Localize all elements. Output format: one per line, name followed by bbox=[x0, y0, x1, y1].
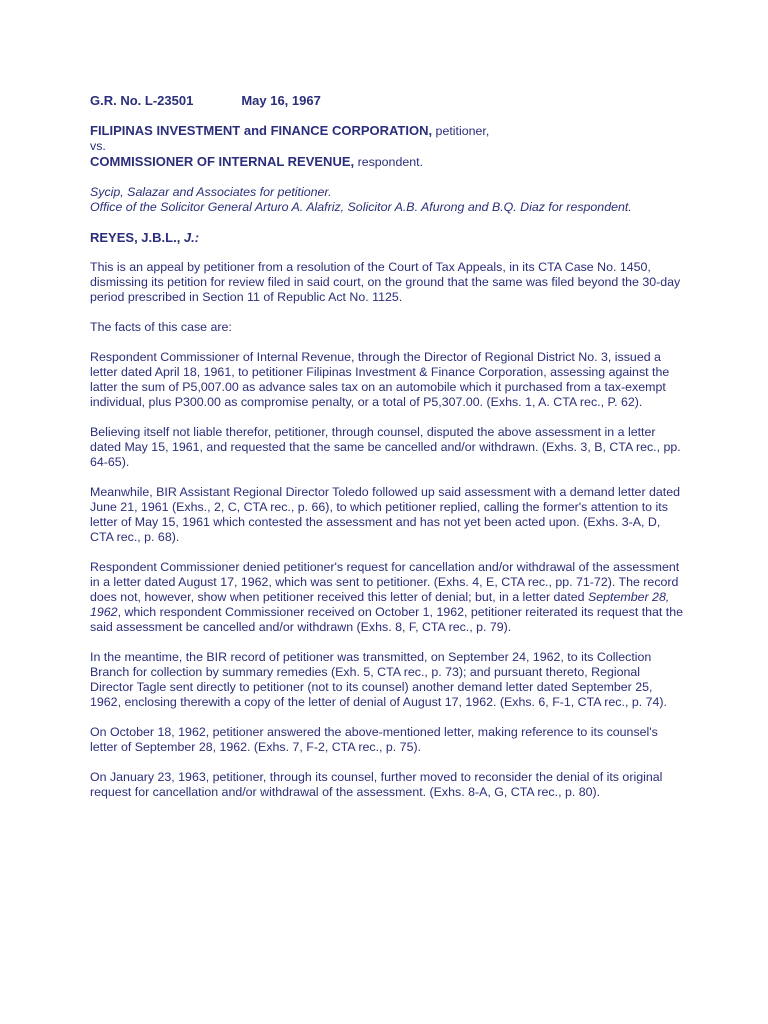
paragraph-collection: In the meantime, the BIR record of petitioner was transmitted, on September 24, 1962, to its Collection Branch for collection by summary remedies (Exh. 5, CTA rec., p. 73); and pursuant thereto, Regional Director Tagle sent directly to petitioner (not to its counsel) another demand letter dated September 25, 1962, enclosing therewith a copy of the letter of denial of August 17, 1962. (Exhs. 6, F-1, CTA rec., p. 74). bbox=[90, 650, 667, 709]
ponente-name: REYES, J.B.L., bbox=[90, 230, 184, 245]
respondent-counsel: Office of the Solicitor General Arturo A. Alafriz, Solicitor A.B. Afurong and B.Q. Diaz for respondent. bbox=[90, 200, 632, 214]
case-parties bbox=[90, 123, 690, 170]
case-header bbox=[90, 93, 690, 108]
denial-text-start: Respondent Commissioner denied petitioner's request for cancellation and/or withdrawal of the assessment in a letter dated August 17, 1962, which was sent to petitioner. (Exhs. 4, E, CTA rec., pp. 71-72). The record does not, however, show when petitioner received this letter of denial; but, in a letter dated bbox=[90, 560, 680, 604]
respondent-role: respondent. bbox=[354, 155, 424, 169]
counsel-block bbox=[90, 185, 690, 215]
paragraph-assessment: Respondent Commissioner of Internal Revenue, through the Director of Regional District No. 3, issued a letter dated April 18, 1961, to petitioner Filipinas Investment & Finance Corporation, assessing against the latter the sum of P5,007.00 as advance sales tax on an automobile which it purchased from a tax-exempt individual, plus P300.00 as compromise penalty, or a total of P5,307.00. (Exhs. 1, A. CTA rec., P. 62). bbox=[90, 350, 670, 409]
ponente-title: J.: bbox=[183, 230, 200, 245]
case-number: G.R. No. L-23501 bbox=[90, 93, 194, 108]
decision-body bbox=[90, 93, 690, 815]
petitioner-line bbox=[90, 123, 690, 139]
paragraph-demand-letter: Meanwhile, BIR Assistant Regional Director Toledo followed up said assessment with a demand letter dated June 21, 1961 (Exhs., 2, C, CTA rec., p. 66), to which petitioner replied, calling the former's attention to its letter of May 15, 1961 which contested the assessment and has not yet been acted upon. (Exhs. 3-A, D, CTA rec., p. 68). bbox=[90, 485, 681, 544]
respondent-line bbox=[90, 154, 690, 170]
denial-letter-date: September 28, 1962 bbox=[90, 590, 670, 619]
denial-text-end: , which respondent Commissioner received on October 1, 1962, petitioner reiterated its request that the said assessment be cancelled and/or withdrawn (Exhs. 8, F, CTA rec., p. 79). bbox=[90, 605, 684, 634]
paragraph-dispute: Believing itself not liable therefor, petitioner, through counsel, disputed the above assessment in a letter dated May 15, 1961, and requested that the same be cancelled and/or withdrawn. (Exhs. 3, B, CTA rec., pp. 64-65). bbox=[90, 425, 681, 469]
decision-date: May 16, 1967 bbox=[241, 93, 321, 108]
paragraph-denial bbox=[90, 560, 685, 635]
paragraph-facts-intro: The facts of this case are: bbox=[90, 320, 232, 334]
ponente bbox=[90, 230, 690, 245]
petitioner-name: FILIPINAS INVESTMENT and FINANCE CORPORATION, bbox=[90, 123, 433, 138]
paragraph-answer: On October 18, 1962, petitioner answered the above-mentioned letter, making reference to its counsel's letter of September 28, 1962. (Exhs. 7, F-2, CTA rec., p. 75). bbox=[90, 725, 658, 754]
paragraph-reconsideration: On January 23, 1963, petitioner, through its counsel, further moved to reconsider the denial of its original request for cancellation and/or withdrawal of the assessment. (Exhs. 8-A, G, CTA rec., p. 80). bbox=[90, 770, 663, 799]
versus: vs. bbox=[90, 139, 106, 153]
paragraph-appeal: This is an appeal by petitioner from a resolution of the Court of Tax Appeals, in its CTA Case No. 1450, dismissing its petition for review filed in said court, on the ground that the same was filed beyond the 30-day period prescribed in Section 11 of Republic Act No. 1125. bbox=[90, 260, 681, 304]
respondent-name: COMMISSIONER OF INTERNAL REVENUE, bbox=[90, 154, 355, 169]
petitioner-counsel: Sycip, Salazar and Associates for petitioner. bbox=[90, 185, 332, 199]
petitioner-role: petitioner, bbox=[432, 124, 490, 138]
